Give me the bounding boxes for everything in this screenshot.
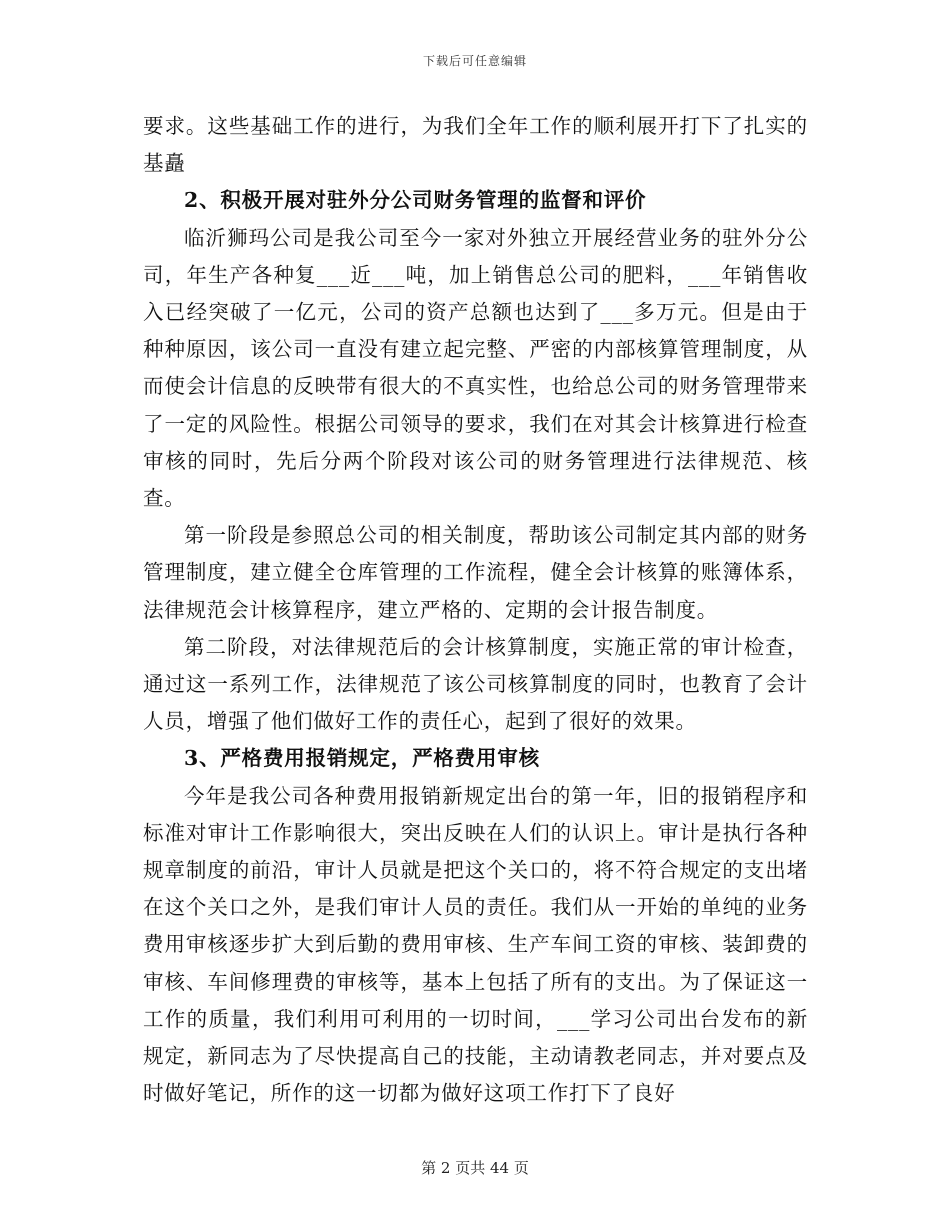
page-footer: 第 2 页共 44 页 — [421, 1159, 529, 1177]
section-heading-3: 3、严格费用报销规定，严格费用审核 — [184, 746, 540, 771]
paragraph-phase-one: 第一阶段是参照总公司的相关制度，帮助该公司制定其内部的财务管理制度，建立健全仓库管理的工作流程，健全会计核算的账簿体系，法律规范会计核算程序，建立严格的、定期的会计报告制度。 — [143, 523, 808, 622]
paragraph-phase-two: 第二阶段，对法律规范后的会计核算制度，实施正常的审计检查，通过这一系列工作，法律规范了该公司核算制度的同时，也教育了会计人员，增强了他们做好工作的责任心，起到了很好的效果。 — [143, 634, 808, 734]
paragraph-expense-audit: 今年是我公司各种费用报销新规定出台的第一年，旧的报销程序和标准对审计工作影响很大，突出反映在人们的认识上。审计是执行各种规章制度的前沿，审计人员就是把这个关口的，将不符合规定的支出堵在这个关口之外，是我们审计人员的责任。我们从一开始的单纯的业务费用审核逐步扩大到后勤的费用审核、生产车间工资的审核、装卸费的审核、车间修理费的审核等，基本上包括了所有的支出。为了保证这一工作的质量，我们利用可利用的一切时间，___学习公司出台发布的新规定，新同志为了尽快提高自己的技能，主动请教老同志，并对要点及时做好笔记，所作的这一切都为做好这项工作打下了良好 — [143, 783, 808, 1106]
document-body — [143, 108, 808, 1112]
paragraph-continuation: 要求。这些基础工作的进行，为我们全年工作的顺利展开打下了扎实的基矗 — [143, 114, 808, 176]
section-heading-2: 2、积极开展对驻外分公司财务管理的监督和评价 — [184, 188, 647, 213]
page-header: 下载后可任意编辑 — [422, 54, 527, 68]
paragraph-linyi-company: 临沂狮玛公司是我公司至今一家对外独立开展经营业务的驻外分公司，年生产各种复___近___吨，加上销售总公司的肥料，___年销售收入已经突破了一亿元，公司的资产总额也达到了___多万元。但是由于种种原因，该公司一直没有建立起完整、严密的内部核算管理制度，从而使会计信息的反映带有很大的不真实性，也给总公司的财务管理带来了一定的风险性。根据公司领导的要求，我们在对其会计核算进行检查审核的同时，先后分两个阶段对该公司的财务管理进行法律规范、核查。 — [143, 225, 808, 511]
